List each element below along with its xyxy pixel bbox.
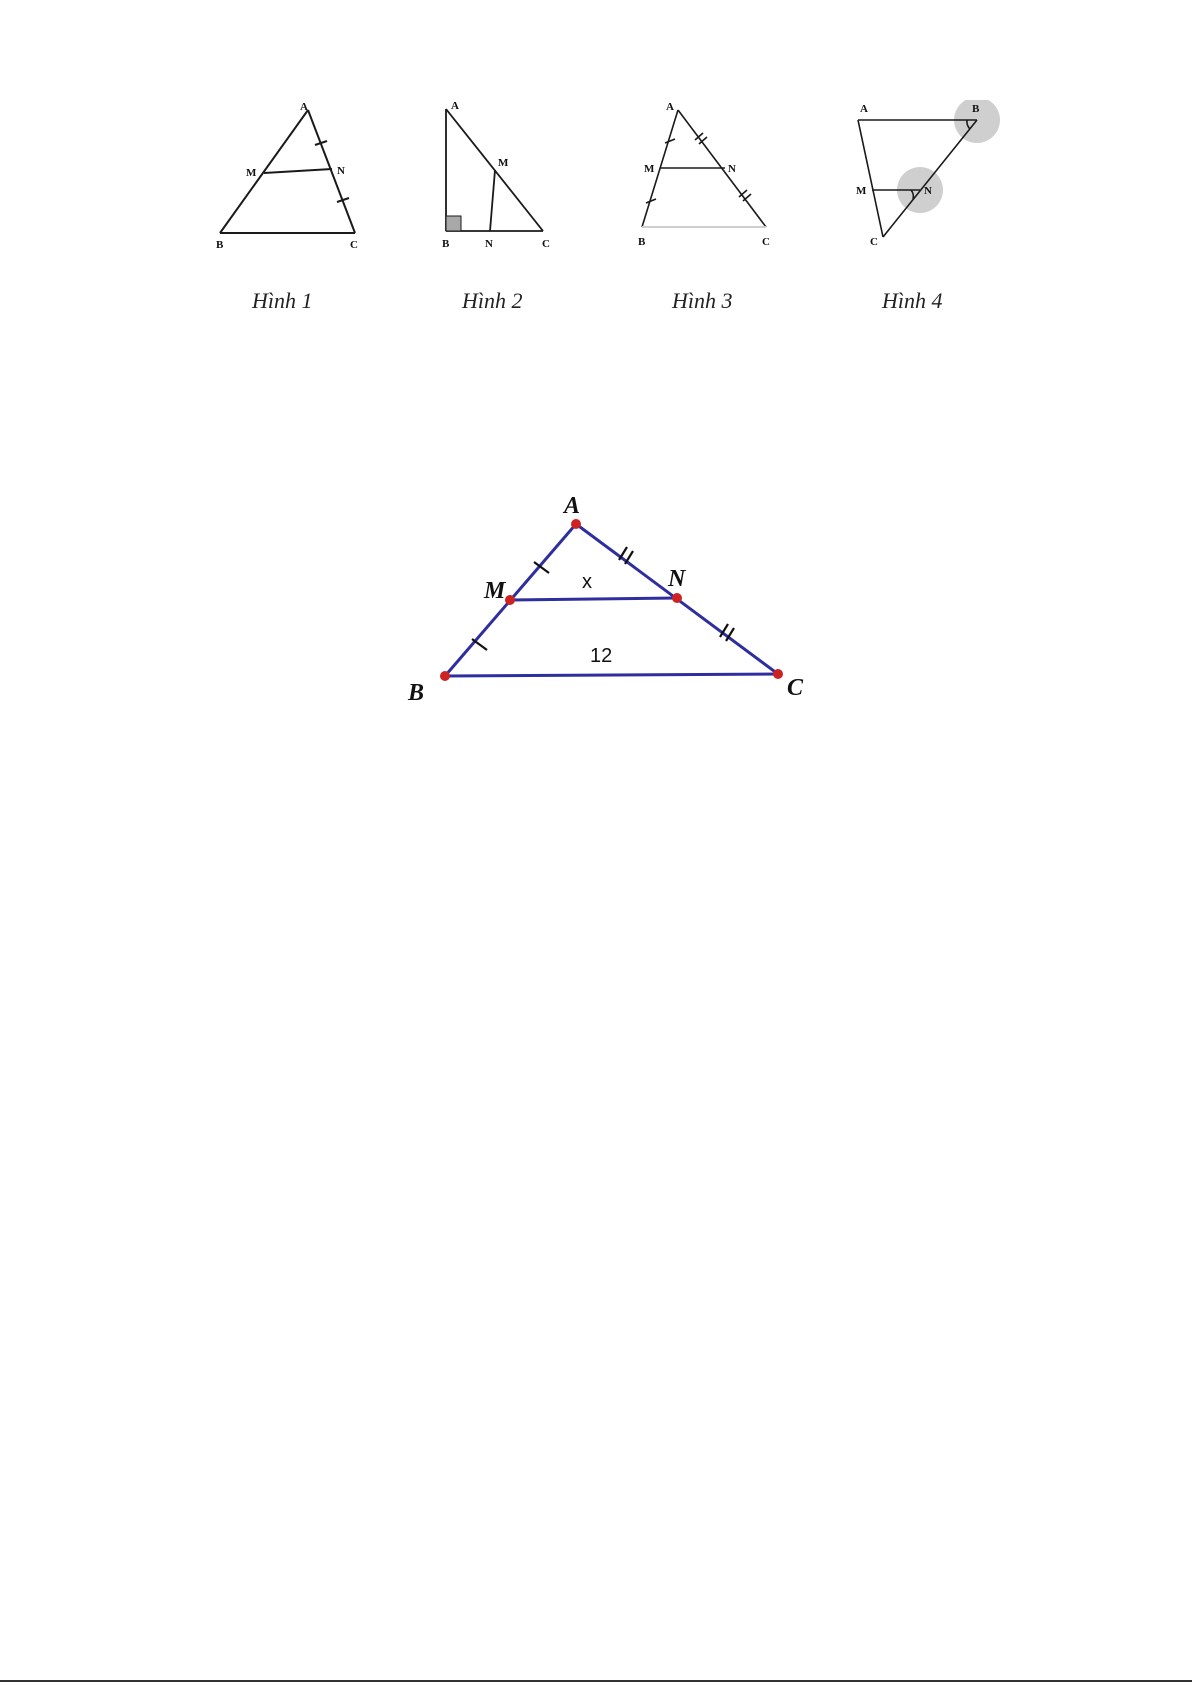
label-n: N — [337, 165, 345, 177]
figure-2 — [432, 100, 562, 260]
figure-1 — [210, 100, 370, 260]
label-b: B — [216, 239, 224, 251]
figure-2-caption: Hình 2 — [462, 288, 523, 313]
figure-4 — [848, 100, 1008, 260]
label-a: A — [451, 100, 459, 112]
label-m: M — [246, 167, 257, 179]
label-a: A — [564, 493, 581, 519]
point-b — [440, 671, 450, 681]
point-a — [571, 519, 581, 529]
segment-mn — [490, 170, 495, 231]
label-b: B — [408, 680, 425, 700]
figure-1-caption: Hình 1 — [252, 288, 313, 313]
side-bc — [883, 120, 977, 237]
label-c: C — [350, 239, 358, 251]
point-m — [505, 595, 515, 605]
label-b: B — [972, 103, 980, 115]
label-n: N — [924, 185, 932, 197]
label-b: B — [442, 238, 450, 250]
right-angle-icon — [446, 216, 461, 231]
label-a: A — [666, 101, 674, 113]
tick-mark — [472, 639, 487, 650]
figure-3 — [632, 100, 782, 260]
label-m: M — [856, 185, 867, 197]
main-triangle-figure — [400, 480, 830, 700]
label-m: M — [644, 163, 655, 175]
label-n: N — [485, 238, 493, 250]
label-c: C — [542, 238, 550, 250]
label-n: N — [668, 566, 686, 592]
page-bottom-rule — [0, 1680, 1192, 1682]
point-c — [773, 669, 783, 679]
label-a: A — [860, 103, 868, 115]
side-ac — [308, 110, 355, 233]
label-n: N — [728, 163, 736, 175]
point-n — [672, 593, 682, 603]
figure-3-caption: Hình 3 — [672, 288, 733, 313]
side-ac — [858, 120, 883, 237]
segment-mn — [510, 598, 677, 600]
label-c: C — [762, 236, 770, 248]
label-b: B — [638, 236, 646, 248]
label-c: C — [787, 675, 804, 700]
label-c: C — [870, 236, 878, 248]
mn-length-label: x — [582, 571, 592, 593]
figure-4-caption: Hình 4 — [882, 288, 943, 313]
label-a: A — [300, 101, 308, 113]
label-m: M — [484, 578, 506, 604]
label-m: M — [498, 157, 509, 169]
segment-mn — [264, 169, 332, 173]
tick-mark — [665, 139, 675, 143]
side-bc — [445, 674, 778, 676]
bc-length-label: 12 — [590, 645, 613, 667]
